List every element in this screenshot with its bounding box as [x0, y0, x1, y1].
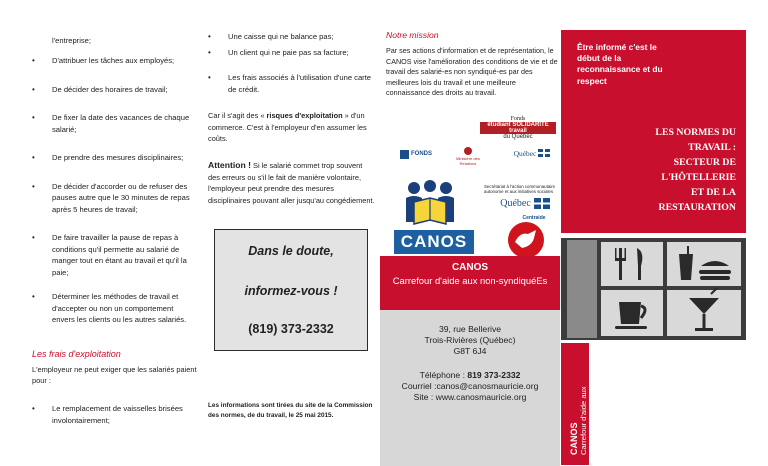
tagline: Être informé c'est le début de la reconnaissance et du respect [577, 42, 663, 86]
list-item: • D'attribuer les tâches aux employés; [32, 55, 198, 67]
contact-info [380, 370, 560, 403]
employer-rights-list [32, 55, 198, 343]
org-name: CANOS [451, 262, 489, 273]
fonds-line-2: étudiant SOLIDARITÉ travail [480, 122, 556, 134]
attention-paragraph [208, 160, 376, 206]
panel-risques [200, 0, 380, 466]
heading-line: LES NORMES DU [655, 127, 736, 138]
cover-title-panel [561, 30, 746, 233]
heading-line: ET DE LA [690, 187, 736, 198]
attention-label: Attention ! [208, 160, 251, 170]
list-item: • De prendre des mesures disciplinaires; [32, 152, 198, 164]
panel-obligations [0, 0, 200, 466]
org-full-name: Carrefour d'aide aux non-syndiquéEs [392, 275, 548, 286]
list-item: • De décider des horaires de travail; [32, 84, 198, 96]
quebec-flag-icon [534, 198, 550, 209]
icon-grid [561, 238, 746, 340]
heading-line: L'HÔTELLERIE [661, 172, 736, 183]
fonds-solidarite-logo [480, 113, 556, 143]
address-line-2: Trois-Rivières (Québec) [424, 335, 516, 345]
phone-line [380, 370, 560, 381]
website-line: Site : www.canosmauricie.org [413, 392, 527, 402]
vertical-org-name: CANOS [569, 422, 579, 455]
canos-logo-banner: CANOS [394, 230, 474, 254]
frais-intro: L'employeur ne peut exiger que les salariés paient pour : [32, 365, 197, 385]
vertical-org-sub-1: Carrefour d'aide aux [579, 386, 588, 455]
doubt-callout [214, 229, 368, 351]
heading-line: RESTAURATION [658, 202, 736, 213]
frais-list [32, 403, 198, 426]
list-item: • Une caisse qui ne balance pas; [208, 31, 376, 43]
source-note: Les informations sont tirées du site de la Commission des normes, de du travail, le 25 mai 2015. [208, 402, 373, 419]
attention-text: Si le salarié commet trop souvent des erreurs ou s'il le fait de manière volontaire, l'employeur peut prendre des mesures disciplinaires pouvant aller jusqu'au congédiement. [208, 161, 375, 205]
fonds-line-3: du Québec [503, 134, 533, 140]
doubt-line-2: informez-vous ! [244, 284, 338, 298]
list-item: • De faire travailler la pause de repas à conditions qu'il permette au salarié de manger tout en étant au travail et qu'il la paie; [32, 232, 198, 278]
org-name-block [380, 256, 560, 310]
phone-label: Téléphone : [419, 370, 468, 380]
centraide-logo: Centraide [522, 215, 546, 221]
phone-number: 819 373-2332 [467, 370, 521, 380]
address-line-3: G8T 6J4 [453, 346, 487, 356]
fleur-icon [463, 146, 473, 156]
panel-mission [380, 0, 560, 466]
list-item: • De fixer la date des vacances de chaque salarié; [32, 112, 198, 135]
list-item: • Les frais associés à l'utilisation d'une carte de crédit. [208, 72, 376, 95]
continuation-text: l'entreprise; [52, 36, 92, 45]
quebec-text: Québec [513, 148, 537, 158]
quebec-logo [508, 146, 556, 160]
vertical-org-sub-2: non-syndiquéEs [588, 400, 597, 455]
quebec-flag-icon [538, 149, 550, 157]
email-line: Courriel :canos@canosmauricie.org [401, 381, 539, 391]
address [380, 324, 560, 357]
fonds-mark-icon [400, 150, 409, 159]
restaurant-icons-panel [561, 238, 746, 340]
secretariat-logo: Secrétariat à l'action communautaire autonome et aux initiatives sociales [484, 184, 556, 194]
vertical-org-text [569, 355, 597, 455]
contact-block [380, 310, 560, 466]
risques-paragraph [208, 110, 376, 145]
list-item: • Un client qui ne paie pas sa facture; [208, 47, 376, 59]
address-line-1: 39, rue Bellerive [438, 324, 502, 334]
frais-list-continued [208, 31, 376, 99]
risques-bold: risques d'exploitation [266, 111, 343, 120]
list-item: • De décider d'accorder ou de refuser des pauses autre que le 30 minutes de repas après 5 heures de travail; [32, 181, 198, 216]
cover-footer [561, 343, 746, 466]
risques-pre: Car il s'agit des « [208, 111, 267, 120]
ministere-text: Ministère des Relations [456, 156, 480, 166]
list-item: • Déterminer les méthodes de travail et d'accepter ou non un comportement envers les clients ou les autres salariés. [32, 291, 198, 326]
mission-heading: Notre mission [386, 30, 439, 40]
list-item: • Le remplacement de vaisselles brisées involontairement; [32, 403, 198, 426]
risques-post: » d'un commerce. C'est à l'employeur d'en assumer les coûts. [208, 111, 367, 143]
fonds-ftq-text: FONDS [411, 151, 432, 157]
heading-line: TRAVAIL : [688, 142, 736, 153]
quebec-large-text: Québec [500, 197, 531, 209]
ministere-logo [448, 145, 488, 167]
panel-cover [561, 0, 746, 466]
cover-heading [566, 125, 736, 215]
mission-text: Par ses actions d'information et de représentation, le CANOS vise l'amélioration des conditions de vie et de travail des salarié-es non syndiqué-es par des meilleures lois du travail et une meilleure connaissance des droits au travail. [386, 46, 558, 98]
doubt-line-1: Dans le doute, [248, 244, 334, 258]
centraide-hand-icon [506, 220, 546, 260]
heading-line: SECTEUR DE [673, 157, 736, 168]
doubt-phone: (819) 373-2332 [248, 322, 334, 336]
frais-heading: Les frais d'exploitation [32, 349, 121, 359]
fonds-line-1: Fonds [510, 116, 526, 122]
fonds-ftq-logo [392, 147, 440, 161]
quebec-logo-large [492, 196, 558, 210]
canos-reader-icon [394, 178, 466, 230]
